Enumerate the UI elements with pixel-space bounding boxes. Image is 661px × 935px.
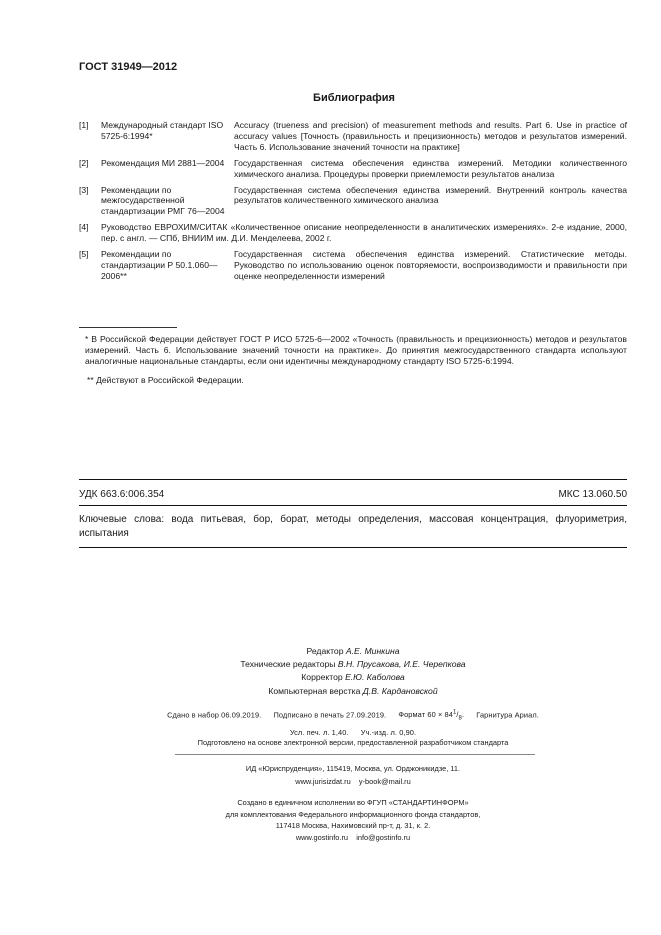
publisher-block — [79, 763, 627, 788]
corrector-name: Е.Ю. Каболова — [345, 672, 405, 683]
print-sheets: Усл. печ. л. 1,40. — [289, 727, 349, 737]
credits-block — [79, 645, 627, 698]
tech-editors-label: Технические редакторы — [240, 659, 336, 670]
signed-date: Подписано в печать 27.09.2019. — [273, 710, 387, 720]
bibliography-entry — [79, 185, 627, 218]
footnote-1: * В Российской Федерации действует ГОСТ Р ИСО 5725-6—2002 «Точность (правильность и прецизионность) методов и результатов измерений. Часть 6. Использование значений точности на практике». До принятия межгосударственного стандарта используют аналогичные национальные стандарты, если они идентичны международному стандарту ISO 5725-6:1994. — [85, 334, 627, 366]
udk-code: УДК 663.6:006.354 — [79, 489, 165, 500]
entry-document-type: Рекомендации по стандартизации Р 50.1.060—2006** — [101, 249, 218, 281]
entry-document-type: Рекомендации по межгосударственной стандартизации РМГ 76—2004 — [101, 184, 225, 217]
layout-name: Д.В. Кардановской — [362, 685, 438, 696]
entry-document-type: Рекомендация МИ 2881—2004 — [101, 157, 225, 168]
entry-number: [4] — [79, 222, 89, 233]
typeface: Гарнитура Ариал. — [476, 710, 539, 720]
bibliography-entry — [79, 249, 627, 282]
layout-line — [79, 685, 627, 698]
created-block — [79, 797, 627, 843]
created-line-3: 117418 Москва, Нахимовский пр-т, д. 31, к. 2. — [275, 821, 431, 830]
print-info-line-1 — [79, 707, 627, 726]
editor-line — [79, 645, 627, 658]
footnotes — [79, 334, 627, 394]
entry-number: [5] — [79, 249, 89, 260]
bibliography-entry — [79, 120, 627, 153]
top-rule — [79, 479, 627, 480]
entry-number: [2] — [79, 157, 89, 168]
publisher-address: ИД «Юриспруденция», 115419, Москва, ул. Орджоникидзе, 11. — [245, 764, 461, 773]
standard-header: ГОСТ 31949—2012 — [79, 61, 178, 73]
entry-number: [3] — [79, 184, 89, 195]
format-sub: 8 — [458, 715, 462, 722]
publication-sheets: Уч.-изд. л. 0,90. — [360, 727, 417, 737]
editor-name: А.Е. Минкина — [345, 646, 400, 656]
editor-label: Редактор — [306, 646, 344, 656]
sent-date: Сдано в набор 06.09.2019. — [167, 710, 262, 720]
footnote-divider — [79, 327, 177, 328]
middle-rule — [79, 505, 627, 506]
keywords: Ключевые слова: вода питьевая, бор, борат, методы определения, массовая концентрация, флуориметрия, испытания — [79, 514, 627, 539]
paper-format: Формат $60 \times 84^1/_8$. — [398, 710, 465, 722]
thin-rule — [175, 754, 535, 755]
mks-code: МКС 13.060.50 — [558, 489, 627, 500]
entry-text: Руководство ЕВРОХИМ/СИТАК «Количественное описание неопределенности в аналитических измерениях». 2-е издание, 2000, пер. с англ. — СПб, ВНИИМ им. Д.И. Менделеева, 2002 г. — [101, 222, 627, 244]
bibliography-entry — [79, 158, 627, 180]
entry-document-type: Международный стандарт ISO 5725-6:1994* — [101, 120, 224, 141]
corrector-label: Корректор — [301, 672, 343, 683]
bibliography-list — [79, 120, 627, 287]
bottom-rule — [79, 547, 627, 548]
entry-text: Государственная система обеспечения единства измерений. Статистические методы. Руководство по использованию оценок повторяемости, воспроизводимости и правильности при оценке неопределенности измерений — [234, 249, 627, 281]
tech-editors-names: В.Н. Прусакова, И.Е. Черепкова — [337, 659, 466, 670]
entry-number: [1] — [79, 120, 89, 130]
print-info-line-2 — [79, 726, 627, 739]
created-line-2: для комплектования Федерального информационного фонда стандартов, — [225, 809, 481, 819]
created-line-1: Создано в единичном исполнении во ФГУП «СТАНДАРТИНФОРМ» — [237, 798, 469, 807]
publisher-contacts: www.jurisizdat.ru y-book@mail.ru — [295, 776, 411, 786]
entry-text: Государственная система обеспечения единства измерений. Внутренний контроль качества результатов количественного химического анализа — [234, 184, 627, 206]
print-info — [79, 707, 627, 739]
bibliography-entry — [79, 222, 627, 244]
entry-text: Accuracy (trueness and precision) of measurement methods and results. Part 6. Use in practice of accuracy values [Точность (правильность и прецизионность) методов и результатов измерений. Часть 6. Использование значений точности на практике] — [234, 120, 627, 152]
layout-label: Компьютерная верстка — [268, 685, 361, 696]
format-sup: 1 — [452, 710, 457, 716]
tech-editors-line — [79, 658, 627, 671]
corrector-line — [79, 671, 627, 684]
footnote-2: ** Действуют в Российской Федерации. — [87, 375, 244, 385]
entry-text: Государственная система обеспечения единства измерений. Методики количественного химического анализа. Процедуры проверки приемлемости результатов анализа — [234, 157, 627, 179]
format-prefix: Формат 60 × 84 — [398, 710, 453, 720]
prepared-note: Подготовлено на основе электронной версии, предоставленной разработчиком стандарта — [197, 738, 509, 747]
bibliography-title: Библиография — [313, 92, 395, 104]
created-line-4: www.gostinfo.ru info@gostinfo.ru — [295, 832, 411, 842]
